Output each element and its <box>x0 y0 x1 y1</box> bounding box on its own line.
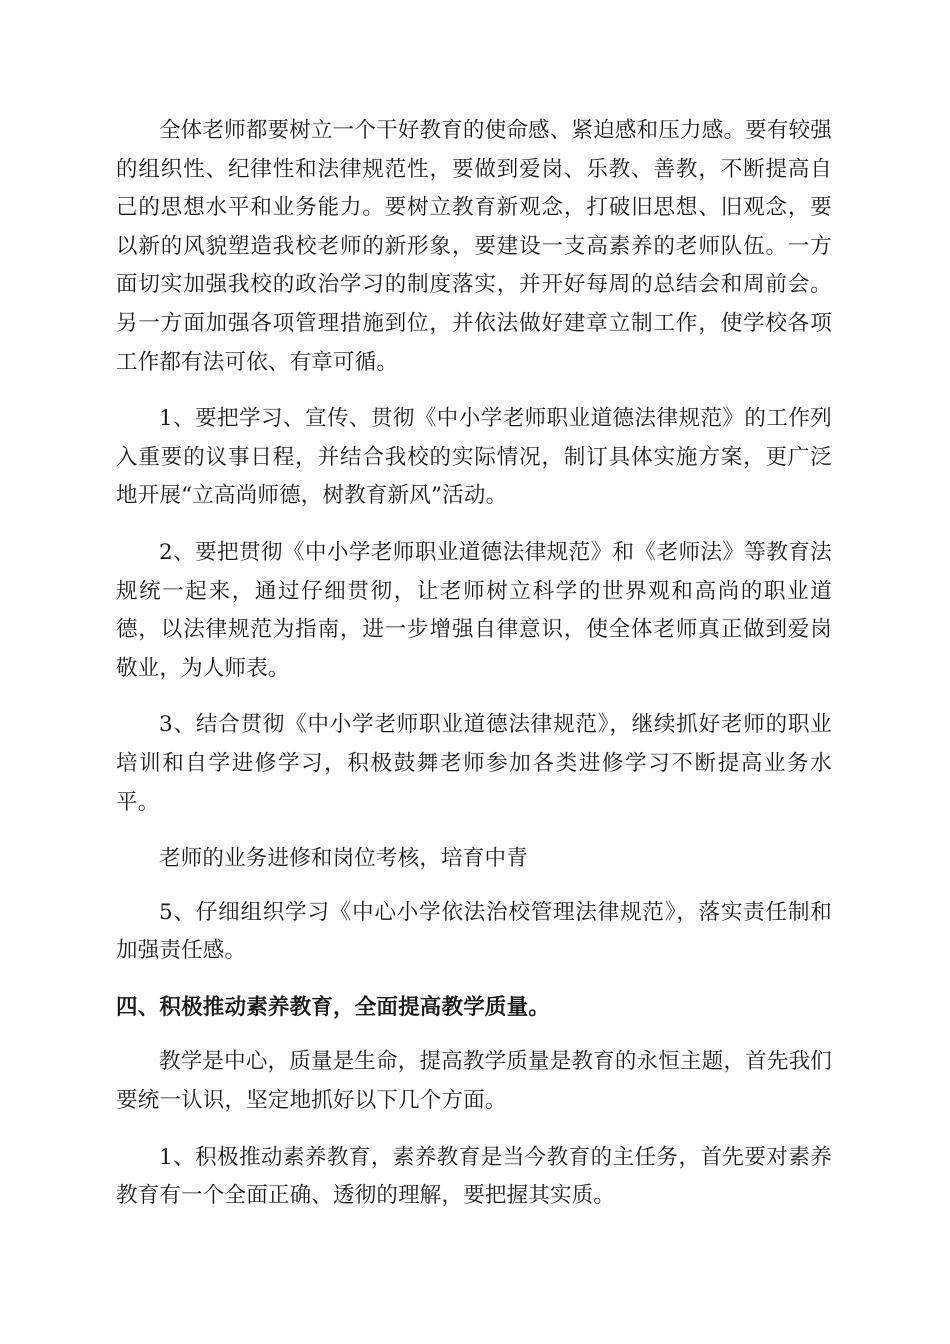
section-heading: 四、积极推动素养教育，全面提高教学质量。 <box>116 994 551 1020</box>
body-paragraph: 老师的业务进修和岗位考核，培育中青 <box>159 846 528 872</box>
list-item-5: 5、仔细组织学习《中心小学依法治校管理法律规范》，落实责任制和加强责任感。 <box>116 899 832 964</box>
list-item-2: 2、要把贯彻《中小学老师职业道德法律规范》和《老师法》等教育法规统一起来，通过仔细贯彻，让老师树立科学的世界观和高尚的职业道德，以法律规范为指南，进一步增强自律意识，使全体老师真正做到爱岗敬业，为人师表。 <box>116 539 832 681</box>
list-item-3: 3、结合贯彻《中小学老师职业道德法律规范》，继续抓好老师的职业培训和自学进修学习，积极鼓舞老师参加各类进修学习不断提高业务水平。 <box>116 712 832 815</box>
list-item-1: 1、积极推动素养教育，素养教育是当今教育的主任务，首先要对素养教育有一个全面正确、透彻的理解，要把握其实质。 <box>116 1144 832 1209</box>
list-item-1: 1、要把学习、宣传、贯彻《中小学老师职业道德法律规范》的工作列入重要的议事日程，并结合我校的实际情况，制订具体实施方案，更广泛地开展“立高尚师德，树教育新风”活动。 <box>116 406 832 509</box>
document-page <box>116 112 832 1234</box>
body-paragraph: 教学是中心，质量是生命，提高教学质量是教育的永恒主题，首先我们要统一认识，坚定地抓好以下几个方面。 <box>116 1049 832 1114</box>
body-paragraph: 全体老师都要树立一个干好教育的使命感、紧迫感和压力感。要有较强的组织性、纪律性和法律规范性，要做到爱岗、乐教、善教，不断提高自己的思想水平和业务能力。要树立教育新观念，打破旧思想、旧观念，要以新的风貌塑造我校老师的新形象，要建设一支高素养的老师队伍。一方面切实加强我校的政治学习的制度落实，并开好每周的总结会和周前会。另一方面加强各项管理措施到位，并依法做好建章立制工作，使学校各项工作都有法可依、有章可循。 <box>116 118 832 375</box>
